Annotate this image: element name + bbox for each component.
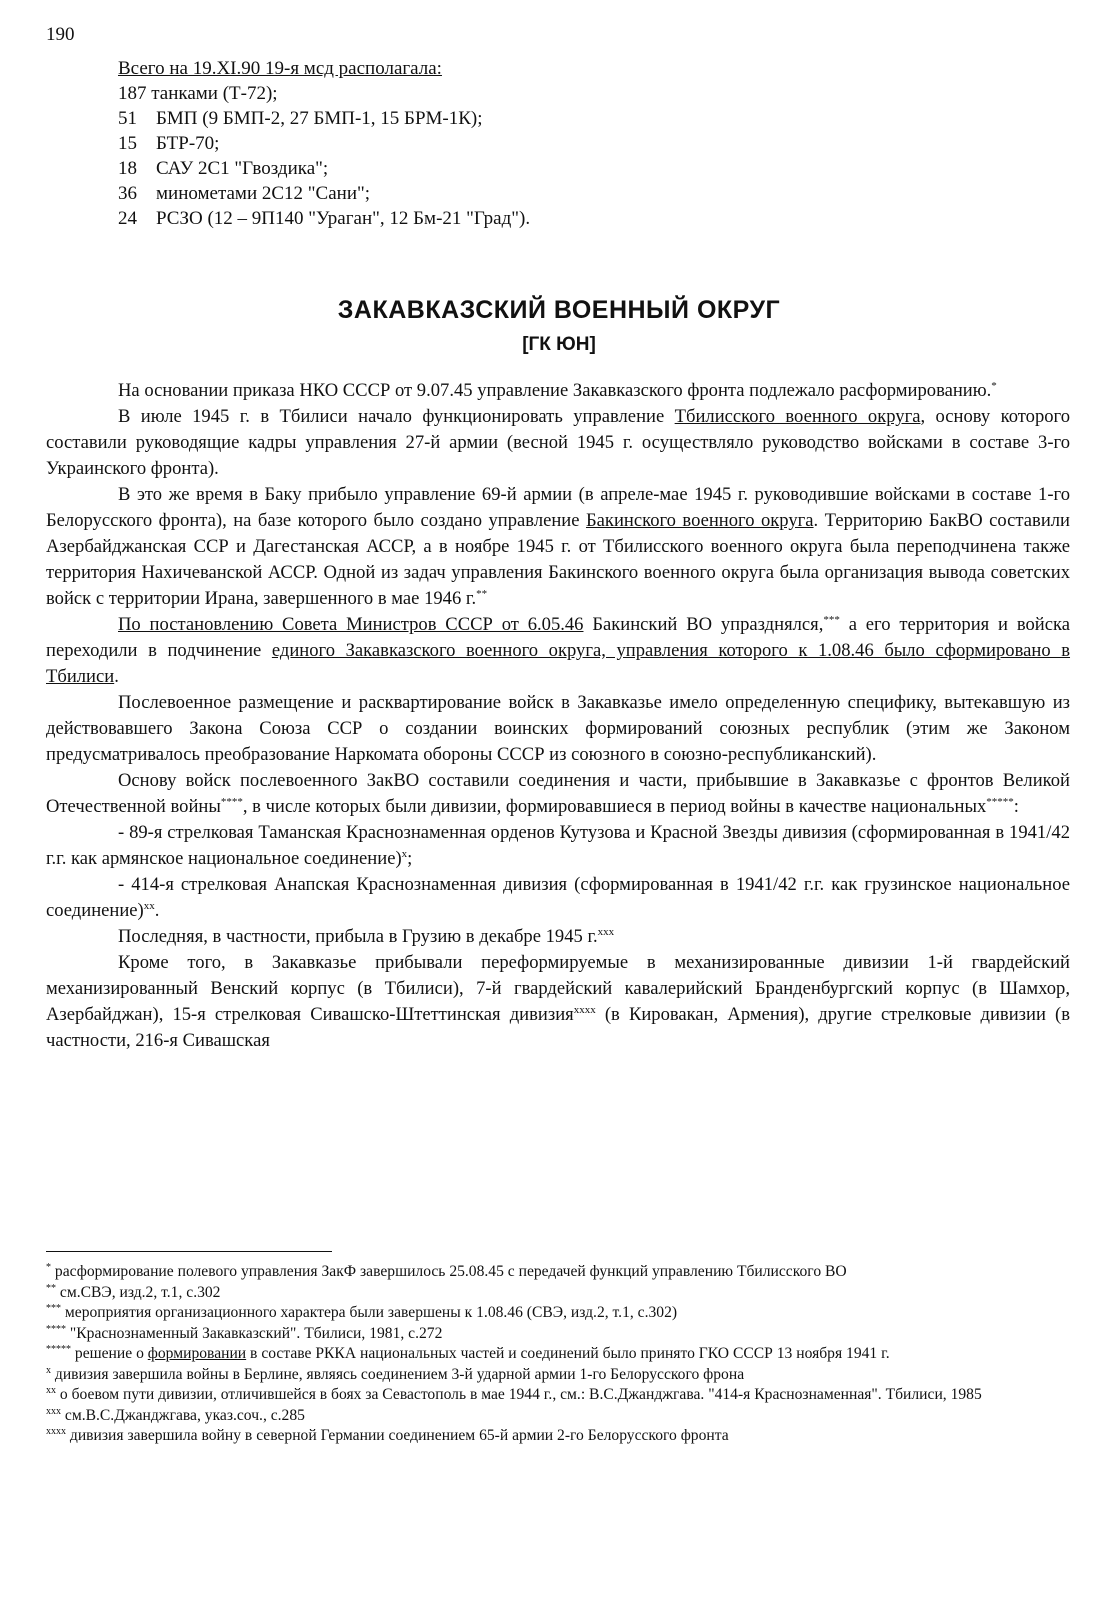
page-number: 190	[46, 24, 75, 45]
text-run: На основании приказа НКО СССР от 9.07.45 управление Закавказского фронта подлежало расформированию.	[118, 380, 992, 401]
footnote	[46, 1283, 1070, 1304]
summary-count: 24	[118, 208, 137, 229]
footnote-mark: xx	[143, 899, 155, 912]
text-run: Бакинский ВО упразднялся,	[583, 614, 824, 635]
summary-text: БМП (9 БМП-2, 27 БМП-1, 15 БРМ-1К);	[156, 108, 483, 129]
footnote-text: см.В.С.Джанджгава, указ.соч., с.285	[64, 1406, 305, 1424]
underlined-run: единого Закавказского военного округа, управления которого к 1.08.46 было сформировано в Тбилиси	[46, 640, 1071, 687]
summary-text: БТР-70;	[156, 133, 220, 154]
summary-text: РСЗО (12 – 9П140 "Ураган", 12 Бм-21 "Град").	[156, 208, 531, 229]
footnote	[46, 1385, 1070, 1406]
summary-row	[118, 106, 530, 131]
footnote-text: о боевом пути дивизии, отличившейся в боях за Севастополь в мае 1944 г., см.: В.С.Джанджгава. "414-я Краснознаменная". Тбилиси, 1985	[59, 1386, 982, 1403]
section-title: ЗАКАВКАЗСКИЙ ВОЕННЫЙ ОКРУГ	[337, 296, 781, 324]
footnote-mark: **	[476, 587, 488, 600]
paragraph	[46, 404, 1070, 482]
text-run: а его территория и войска переходили в подчинение	[46, 614, 1070, 661]
paragraph	[46, 482, 1070, 612]
footnote-text: дивизия завершила войну в северной Германии соединением 65-й армии 2-го Белорусского фронта	[69, 1427, 729, 1444]
footnote-mark: ***	[46, 1302, 61, 1314]
footnote-separator	[46, 1251, 332, 1252]
summary-count: 36	[118, 183, 137, 204]
footnote	[46, 1365, 1070, 1386]
text-run: .	[114, 666, 119, 687]
summary-row	[118, 131, 530, 156]
text-run: Кроме того, в Закавказье прибывали переформируемые в механизированные дивизии 1-й гвардейский механизированный Венский корпус (в Тбилиси), 7-й гвардейский кавалерийский Бранденбургский корпус (в Шамхор, Азербайджан), 15-я стрелковая Сивашско-Штеттинская дивизия	[46, 952, 1070, 1025]
footnotes	[46, 1262, 1070, 1447]
footnote	[46, 1303, 1070, 1324]
footnote-text: в составе РККА национальных частей и соединений было принято ГКО СССР 13 ноября 1941 г.	[246, 1345, 890, 1362]
summary-count: 51	[118, 108, 137, 129]
text-run: ;	[407, 848, 413, 869]
list-item	[46, 820, 1070, 872]
paragraph	[46, 924, 1070, 950]
footnote-text: мероприятия организационного характера были завершены к 1.08.46 (СВЭ, изд.2, т.1, с.302)	[64, 1304, 678, 1321]
footnote	[46, 1262, 1070, 1283]
section-subtitle: [ГК ЮН]	[522, 334, 596, 355]
summary-row	[118, 156, 530, 181]
underlined-run: формировании	[147, 1345, 247, 1362]
text-run: В июле 1945 г. в Тбилиси начало функционировать управление	[118, 406, 675, 427]
paragraph	[46, 768, 1070, 820]
summary-count: 18	[118, 158, 137, 179]
footnote-mark: ***	[823, 613, 840, 626]
paragraph	[46, 950, 1070, 1054]
footnote-mark: xx	[46, 1384, 56, 1396]
underlined-run: Бакинского военного округа	[585, 510, 814, 531]
footnote-text: "Краснознаменный Закавказский". Тбилиси, 1981, с.272	[69, 1324, 443, 1342]
summary-text: САУ 2С1 "Гвоздика";	[156, 158, 329, 179]
footnote-text: решение о	[74, 1345, 148, 1362]
footnote	[46, 1344, 1070, 1365]
summary-row	[118, 181, 530, 206]
footnote-mark: ****	[220, 795, 243, 808]
paragraph	[46, 378, 1070, 404]
text-run: Последняя, в частности, прибыла в Грузию в декабре 1945 г.	[118, 926, 598, 947]
footnote-mark: ****	[46, 1323, 66, 1335]
list-item	[46, 872, 1070, 924]
footnote-mark: *	[991, 379, 997, 392]
underlined-run: Тбилисского военного округа	[674, 406, 921, 427]
equipment-summary	[118, 56, 530, 231]
summary-count: 15	[118, 133, 137, 154]
text-run: Послевоенное размещение и расквартирование войск в Закавказье имело определенную специфику, вытекавшую из действовавшего Закона Союза ССР о создании воинских формирований союзных республик (этим же Законом предусматривалось преобразование Наркомата обороны СССР из союзного в союзно-республиканский).	[46, 692, 1070, 765]
footnote-mark: xxxx	[46, 1425, 66, 1437]
footnote-mark: *****	[986, 795, 1014, 808]
footnote-mark: x	[46, 1364, 51, 1376]
summary-text: минометами 2С12 "Сани";	[156, 183, 371, 204]
footnote-mark: *	[46, 1261, 51, 1273]
paragraph	[46, 612, 1070, 690]
footnote-mark: xxx	[597, 925, 615, 938]
summary-first-line: 187 танками (Т-72);	[118, 83, 278, 104]
footnote-text: см.СВЭ, изд.2, т.1, с.302	[59, 1283, 221, 1301]
footnote-mark: **	[46, 1282, 56, 1294]
footnote-mark: xxxx	[573, 1003, 596, 1016]
footnote-mark: x	[401, 847, 408, 860]
text-run: - 414-я стрелковая Анапская Краснознаменная дивизия (сформированная в 1941/42 г.г. как грузинское национальное соединение)	[46, 874, 1070, 921]
paragraph	[46, 690, 1070, 768]
underlined-run: По постановлению Совета Министров СССР от 6.05.46	[118, 614, 584, 635]
summary-heading: Всего на 19.XI.90 19-я мсд располагала:	[118, 58, 442, 79]
text-run: В это же время в Баку прибыло управление 69-й армии (в апреле-мае 1945 г. руководившие войсками в составе 1-го Белорусского фронта), на базе которого было создано управление	[46, 484, 1070, 531]
text-run: (в Кировакан, Армения), другие стрелковые дивизии (в частности, 216-я Сивашская	[46, 1004, 1070, 1051]
footnote	[46, 1406, 1070, 1427]
main-text	[46, 378, 1070, 1054]
text-run: - 89-я стрелковая Таманская Краснознаменная орденов Кутузова и Красной Звезды дивизия (сформированная в 1941/42 г.г. как армянское национальное соединение)	[46, 822, 1070, 869]
footnote-mark: *****	[46, 1343, 71, 1355]
footnote	[46, 1426, 1070, 1447]
summary-row	[118, 206, 530, 231]
footnote-text: расформирование полевого управления ЗакФ завершилось 25.08.45 с передачей функций управлению Тбилисского ВО	[54, 1263, 847, 1280]
text-run: , в числе которых были дивизии, формировавшиеся в период войны в качестве национальных	[242, 796, 987, 817]
text-run: :	[1013, 796, 1019, 817]
text-run: Основу войск послевоенного ЗакВО составили соединения и части, прибывшие в Закавказье с фронтов Великой Отечественной войны	[46, 770, 1070, 817]
text-run: . Территорию БакВО составили Азербайджанская ССР и Дагестанская АССР, а в ноябре 1945 г. от Тбилисского военного округа была переподчинена также территория Нахичеванской АССР. Одной из задач управления Бакинского военного округа была организация вывода советских войск с территории Ирана, завершенного в мае 1946 г.	[46, 510, 1070, 609]
text-run: , основу которого составили руководящие кадры управления 27-й армии (весной 1945 г. осуществляло руководство войсками в составе 3-го Украинского фронта).	[46, 406, 1071, 479]
text-run: .	[154, 900, 160, 921]
footnote-mark: xxx	[46, 1405, 61, 1417]
footnote	[46, 1324, 1070, 1345]
footnote-text: дивизия завершила войны в Берлине, являясь соединением 3-й ударной армии 1-го Белорусского фрона	[54, 1365, 745, 1383]
